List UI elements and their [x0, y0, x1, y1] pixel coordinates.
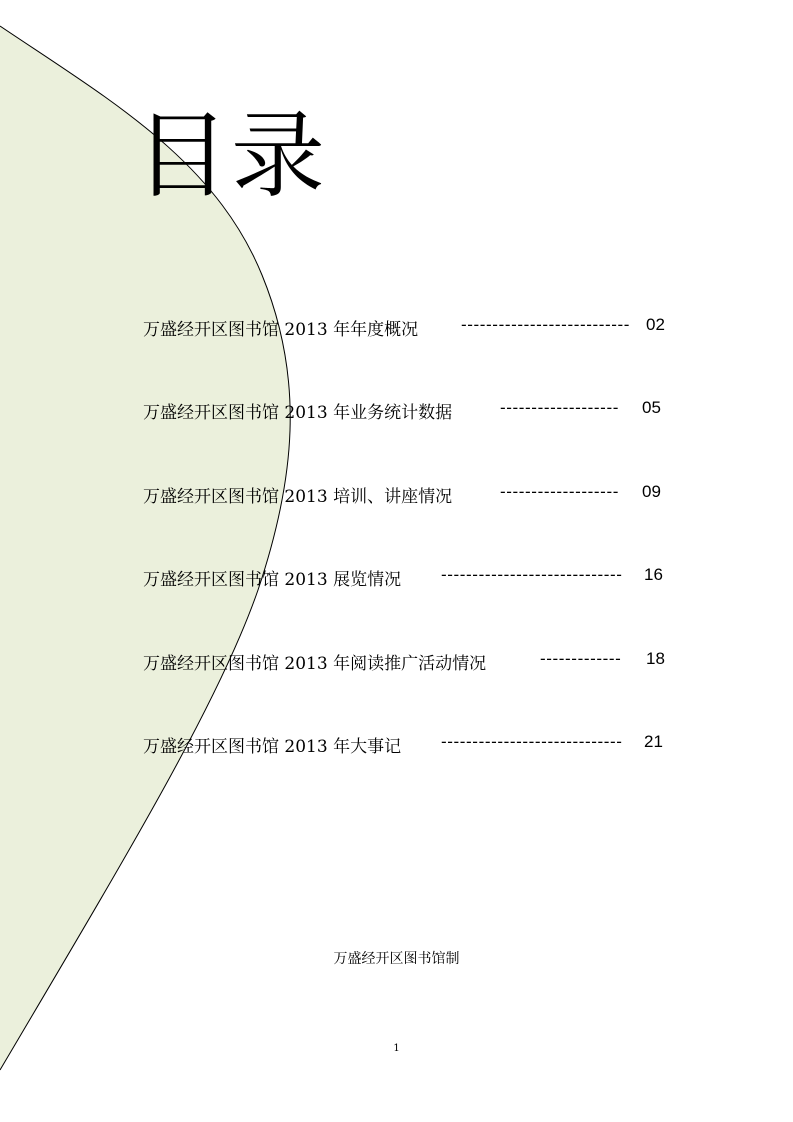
toc-leader: -----------------------------	[441, 731, 623, 751]
toc-entry-title: 万盛经开区图书馆 2013 年大事记	[143, 736, 402, 757]
toc-page-number: 16	[644, 565, 663, 585]
toc-leader: -----------------------------	[441, 565, 623, 585]
page-number: 1	[393, 1043, 400, 1054]
toc-entry-reading-promotion[interactable]	[143, 645, 673, 728]
toc-entry-exhibitions[interactable]	[143, 561, 673, 644]
footer-credit: 万盛经开区图书馆制	[333, 951, 460, 967]
toc-page-number: 05	[642, 398, 661, 418]
page-title: 目录	[135, 102, 328, 211]
toc-entry-training[interactable]	[143, 478, 673, 561]
toc-leader: -------------------	[500, 481, 619, 501]
toc-entry-title: 万盛经开区图书馆 2013 年业务统计数据	[143, 403, 453, 424]
toc-entry-title: 万盛经开区图书馆 2013 年年度概况	[143, 320, 419, 340]
toc-leader: -------------	[540, 648, 622, 668]
toc-leader: -------------------	[500, 398, 619, 418]
toc-entry-title: 万盛经开区图书馆 2013 年阅读推广活动情况	[143, 653, 487, 674]
table-of-contents	[143, 311, 673, 811]
toc-page-number: 09	[642, 481, 661, 501]
toc-entry-overview[interactable]	[143, 311, 673, 394]
toc-entry-title: 万盛经开区图书馆 2013 展览情况	[143, 570, 402, 591]
toc-entry-chronicle[interactable]	[143, 728, 673, 811]
toc-leader: ---------------------------	[461, 315, 631, 334]
toc-page-number: 18	[646, 648, 665, 668]
toc-page-number: 02	[646, 315, 665, 334]
toc-entry-title: 万盛经开区图书馆 2013 培训、讲座情况	[143, 486, 453, 507]
toc-page-number: 21	[644, 731, 663, 751]
toc-entry-statistics[interactable]	[143, 394, 673, 477]
